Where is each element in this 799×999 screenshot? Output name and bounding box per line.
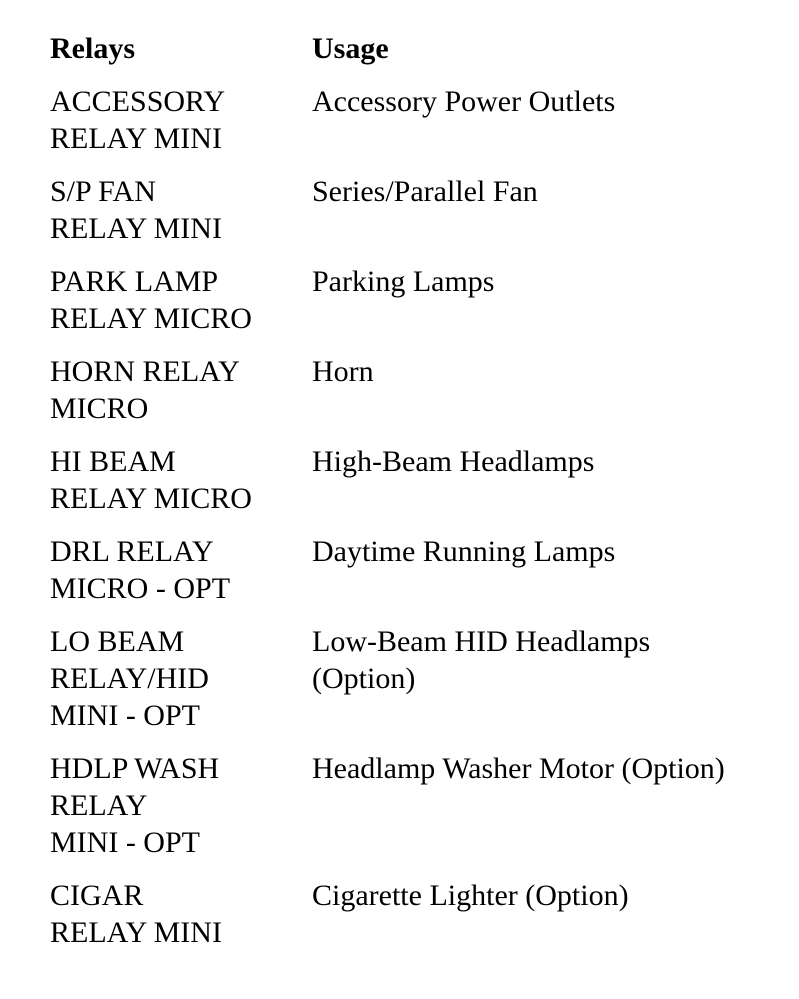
usage-cell: Series/Parallel Fan [312,175,538,208]
header-relays: Relays [50,32,135,65]
usage-cell: Cigarette Lighter (Option) [312,879,629,912]
usage-cell: Low-Beam HID Headlamps (Option) [312,625,651,695]
relay-cell: HDLP WASH RELAY MINI - OPT [50,752,220,859]
table-row [50,83,725,173]
usage-cell: Parking Lamps [312,265,495,298]
table-row [50,353,725,443]
table-row [50,877,725,967]
header-usage: Usage [312,32,389,65]
table-row [50,623,725,750]
relay-usage-table [50,30,725,967]
relay-cell: CIGAR RELAY MINI [50,879,222,949]
table-row [50,750,725,877]
relay-cell: HI BEAM RELAY MICRO [50,445,252,515]
relay-cell: HORN RELAY MICRO [50,355,240,425]
usage-cell: Accessory Power Outlets [312,85,616,118]
relay-cell: PARK LAMP RELAY MICRO [50,265,252,335]
usage-cell: Daytime Running Lamps [312,535,616,568]
table-row [50,533,725,623]
relay-cell: DRL RELAY MICRO - OPT [50,535,231,605]
table-row [50,173,725,263]
usage-cell: High-Beam Headlamps [312,445,595,478]
relay-cell: ACCESSORY RELAY MINI [50,85,226,155]
usage-cell: Headlamp Washer Motor (Option) [312,752,725,785]
table-row [50,263,725,353]
usage-cell: Horn [312,355,374,388]
table-header-row [50,30,725,83]
relay-cell: LO BEAM RELAY/HID MINI - OPT [50,625,209,732]
table-row [50,443,725,533]
relay-cell: S/P FAN RELAY MINI [50,175,222,245]
